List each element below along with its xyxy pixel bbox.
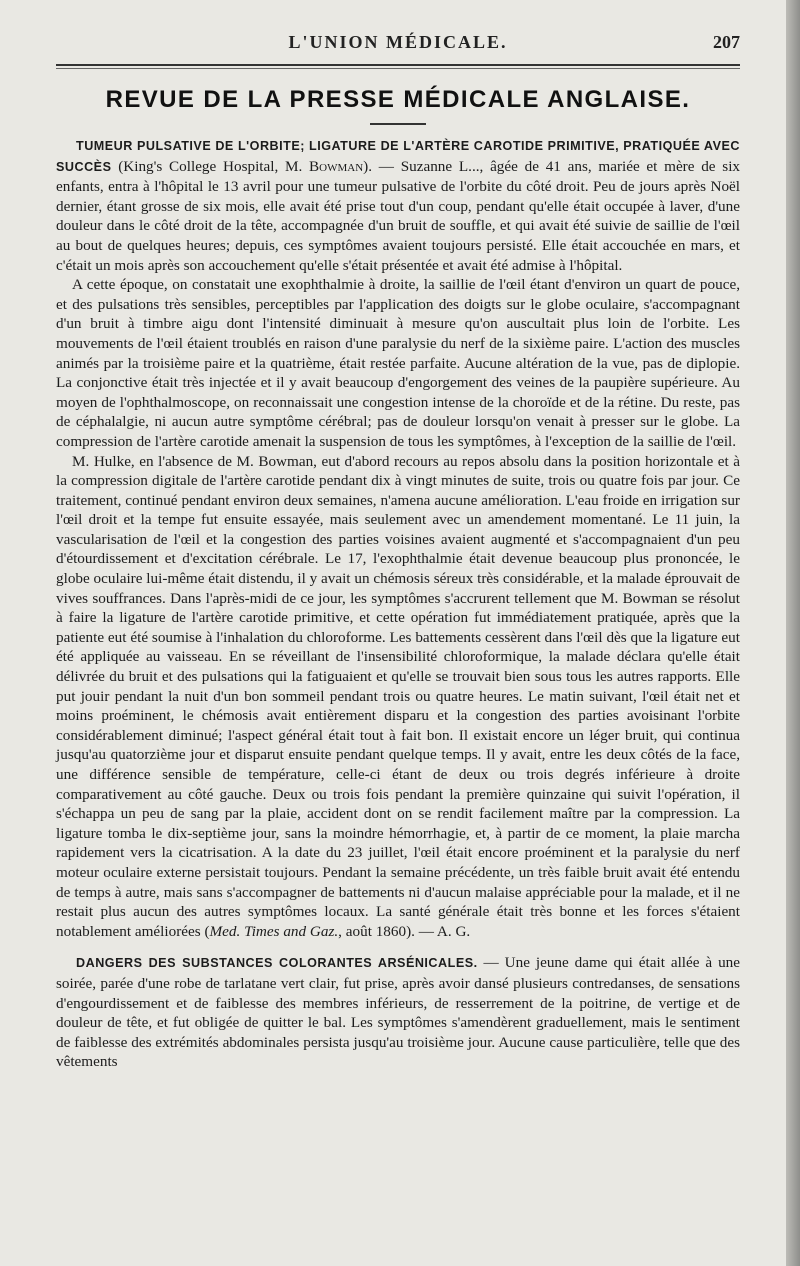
article1-paragraph-1 xyxy=(56,136,740,275)
running-head xyxy=(56,30,740,58)
page-edge-shadow xyxy=(786,0,800,1266)
article2-text: — Une jeune dame qui était allée à une soirée, parée d'une robe de tarlatane vert clair, fut prise, après avoir dansé plusieurs contredanses, de sensations d'engourdissement et de faiblesse des membres inférieurs, de resserrement de la poitrine, de vertige et de douleur de tête, et fut obligée de quitter le bal. Les symptômes s'amendèrent graduellement, mais le sentiment de faiblesse des extrémités abdominales persista jusqu'au troisième jour. Aucune cause particulière, telle que des vêtements xyxy=(56,954,740,1071)
article1-paragraph-3-text: M. Hulke, en l'absence de M. Bowman, eut d'abord recours au repos absolu dans la position horizontale et à la compression digitale de l'artère carotide pendant dix à vingt minutes de suite, trois ou quatre fois par jour. Ce traitement, continué pendant environ deux semaines, n'amena aucune amélioration. L'eau froide en irrigation sur l'œil droit et la tempe fut ensuite essayée, mais seulement avec un amendement momentané. Le 11 juin, la vascularisation de l'œil et la congestion des parties voisines avaient augmenté et s'accompagnaient d'un peu d'étourdissement et d'excitation cérébrale. Le 17, l'exophthalmie était devenue beaucoup plus prononcée, le globe oculaire lui-même était distendu, il y avait un chémosis séreux très considérable, et la malade éprouvait de vives souffrances. Dans l'après-midi de ce jour, les symptômes s'accrurent tellement que M. Bowman se résolut à faire la ligature de l'artère carotide primitive, et cette opération fut immédiatement pratiquée, après que la patiente eut été soumise à l'inhalation du chloroforme. Les battements cessèrent dans l'œil dès que la ligature eut été appliquée au vaisseau. En se réveillant de l'insensibilité chloroformique, la malade déclara qu'elle était délivrée du bruit et des pulsations qui la fatiguaient et qu'elle se trouvait bien sous tous les autres rapports. Elle put jouir pendant la nuit d'un bon sommeil pendant trois ou quatre heures. Le matin suivant, l'œil était net et moins proéminent, le chémosis avait entièrement disparu et la congestion des parties avoisinant l'orbite considérablement diminué; l'aspect général était tout à fait bon. Il existait encore un léger bruit, qui continua jusqu'au quatorzième jour et disparut ensuite pendant quelque temps. Il y avait, entre les deux côtés de la face, une différence sensible de température, celle-ci étant de deux ou trois degrés inférieure à droite comparativement au côté gauche. Deux ou trois fois pendant la première quinzaine qui suivit l'opération, il s'échappa un peu de sang par la plaie, accident dont on se rendit facilement maître par la compression. La ligature tomba le dix-septième jour, sans la moindre hémorrhagie, et, à partir de ce moment, la plaie marcha rapidement vers la cicatrisation. A la date du 23 juillet, l'œil était encore proéminent et la paralysie du nerf moteur oculaire externe persistait toujours. Pendant la semaine précédente, un très faible bruit avait été entendu de temps à autre, mais sans s'accompagner de battements ni d'aucun malaise appréciable pour la malade, et il ne restait plus aucun des autres symptômes locaux. La santé générale était très bonne et les forces s'étaient notablement améliorées ( xyxy=(56,452,740,940)
article1-source-suffix: ). — xyxy=(363,157,401,175)
article2-heading: DANGERS DES SUBSTANCES COLORANTES ARSÉNICALES. xyxy=(76,956,478,971)
page-number: 207 xyxy=(713,32,740,52)
article1-paragraph-2: A cette époque, on constatait une exophthalmie à droite, la saillie de l'œil étant d'environ un quart de pouce, et des pulsations très sensibles, perceptibles par l'application des doigts sur le globe oculaire, s'accompagnant d'un bruit à timbre aigu dont l'intensité diminuait à mesure qu'on auscultait plus loin de l'orbite. Les mouvements de l'œil étaient troublés en raison d'une paralysie du nerf de la sixième paire. L'action des muscles animés par la troisième paire et la quatrième, était restée parfaite. Aucune altération de la vue, pas de diplopie. La conjonctive était très injectée et il y avait beaucoup d'engorgement des veines de la paupière supérieure. Au moyen de l'ophthalmoscope, on reconnaissait une congestion intense de la choroïde et de la rétine. Du reste, pas de céphalalgie, ni aucun autre symptôme cérébral; pas de douleur lorsqu'on venait à presser sur le globe. La compression de l'artère carotide amenait la suspension de tous les symptômes, à l'exception de la saillie de l'œil. xyxy=(56,276,740,450)
header-rule xyxy=(56,64,740,66)
citation-end: , août 1860). — A. G. xyxy=(338,922,471,940)
citation-journal: Med. Times and Gaz. xyxy=(209,922,339,940)
title-underline-rule xyxy=(370,123,426,125)
article1-source-prefix: (King's College Hospital, M. xyxy=(111,157,310,175)
article2-paragraph xyxy=(56,953,740,1072)
article1-paragraph-1-text: Suzanne L..., âgée de 41 ans, mariée et mère de six enfants, entra à l'hôpital le 13 avril pour une tumeur pulsative de l'orbite du côté droit. Peu de jours après Noël dernier, étant grosse de six mois, elle avait été prise tout d'un coup, pendant qu'elle était occupée à laver, d'une douleur dans le côté droit de la tête, accompagnée d'un bruit de souffle, et qui avait été suivie de saillie de l'œil au bout de quelques heures; depuis, ces symptômes avaient toujours persisté. Elle était accouchée en mars, et c'était un mois après son accouchement qu'elle s'était présentée et avait été admise à l'hôpital. xyxy=(56,157,741,274)
article-body xyxy=(56,136,740,1072)
article1-heading: TUMEUR PULSATIVE DE L'ORBITE; LIGATURE DE L'ARTÈRE CAROTIDE PRIMITIVE, PRATIQUÉE AVEC SUCCÈS xyxy=(56,139,740,174)
running-title: L'UNION MÉDICALE. xyxy=(288,32,508,52)
article1-source-name: Bowman xyxy=(309,157,364,175)
section-title: REVUE DE LA PRESSE MÉDICALE ANGLAISE. xyxy=(105,86,691,113)
article1-paragraph-3 xyxy=(56,452,740,942)
header-rule-thin xyxy=(56,68,740,69)
